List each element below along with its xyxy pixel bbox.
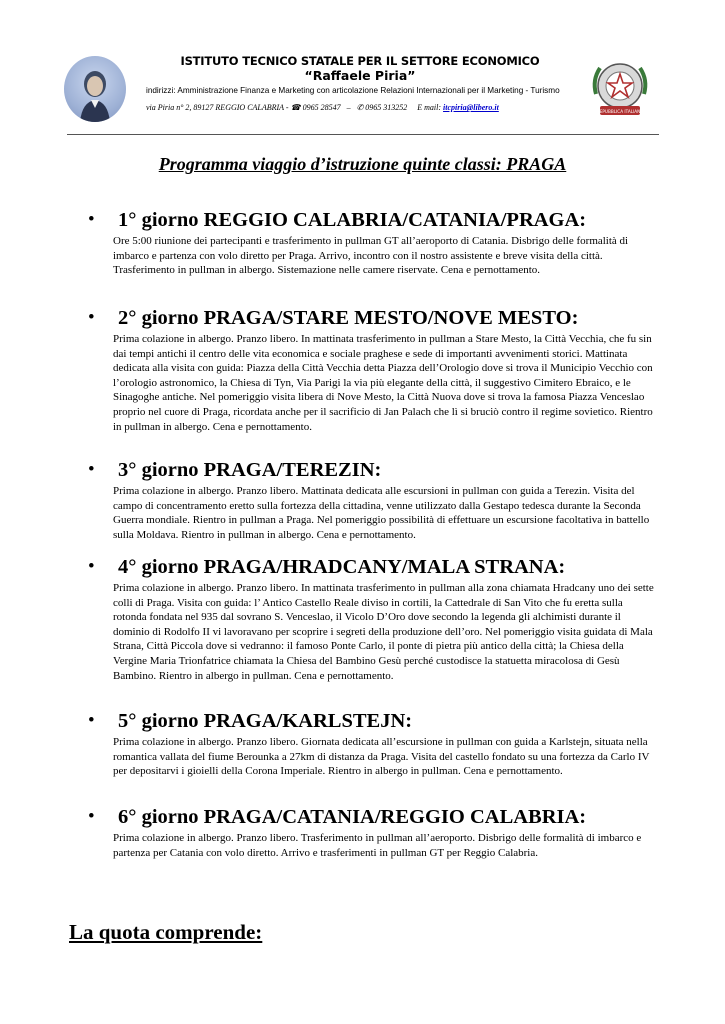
italian-republic-emblem	[586, 54, 654, 122]
quota-heading: La quota comprende:	[69, 920, 263, 944]
bullet-icon: •	[88, 307, 95, 328]
day-4	[88, 555, 668, 683]
day-title: 4° giorno PRAGA/HRADCANY/MALA STRANA:	[118, 556, 566, 578]
day-description: Prima colazione in albergo. Pranzo libero. In mattinata trasferimento in pullman a Stare Mesto, la Città Vecchia, che fu sin dai tempi antichi il centro delle vita economica e sociale praghese e sede di importanti avvenimenti storici. Mattinata dedicata alla visita con guida: Piazza della Città Vecchia detta Piazza dell’Orologio dove si trova il Municipio Vecchio con l’orologio astronomico, la Chiesa di Tyn, Via Parigi la via più elegante della città, il suggestivo Cimitero Ebraico, e le Sinagoghe antiche. Nel pomeriggio visita libera di Nove Mesto, la Città Nuova dove si trova la famosa Piazza Venceslao proprio nel cuore di Praga, ricordata anche per il sacrificio di Jan Palach che lì si bruciò contro il regime sovietico. Rientro in pullman in albergo. Cena e pernottamento.	[113, 333, 653, 433]
day-5	[88, 709, 668, 779]
day-title: 5° giorno PRAGA/KARLSTEJN:	[118, 710, 413, 732]
day-title: 2° giorno PRAGA/STARE MESTO/NOVE MESTO:	[118, 307, 579, 329]
day-title: 3° giorno PRAGA/TEREZIN:	[118, 459, 382, 481]
email-link[interactable]: itcpiria@libero.it	[443, 103, 499, 112]
letterhead	[0, 0, 725, 140]
fax-number: 0965 313252	[365, 103, 408, 112]
street-address: via Piria n° 2, 89127 REGGIO CALABRIA -	[146, 103, 289, 112]
emblem-ribbon: REPUBBLICA ITALIANA	[596, 109, 644, 114]
day-1	[88, 208, 668, 278]
day-2	[88, 306, 668, 434]
day-3	[88, 458, 668, 542]
day-6	[88, 805, 668, 860]
contact-line: via Piria n° 2, 89127 REGGIO CALABRIA - ☎ 0965 28547 – ✆ 0965 313252 E mail: itcpiria@libero.it	[146, 103, 499, 112]
phone-icon: ☎	[290, 103, 301, 112]
bullet-icon: •	[88, 459, 95, 480]
bullet-icon: •	[88, 209, 95, 230]
document-title: Programma viaggio d’istruzione quinte classi: PRAGA	[158, 154, 567, 174]
school-addresses: indirizzi: Amministrazione Finanza e Marketing con articolazione Relazioni Internazionali per il Marketing - Turismo	[146, 86, 560, 95]
day-description: Prima colazione in albergo. Pranzo libero. Giornata dedicata all’escursione in pullman con guida a Karlstejn, situata nella romantica vallata del fiume Berounka a 27km di distanza da Praga. Visita del castello fondato su una fortezza da Carlo IV per depositarvi i gioielli della Corona Imperiale. Rientro in albergo in pullman. Cena e pernottamento.	[113, 736, 650, 778]
institute-name: ISTITUTO TECNICO STATALE PER IL SETTORE ECONOMICO	[180, 54, 540, 68]
founder-portrait	[64, 56, 126, 122]
bullet-icon: •	[88, 806, 95, 827]
header-divider	[67, 134, 659, 135]
phone-number: 0965 28547	[302, 103, 341, 112]
day-title: 6° giorno PRAGA/CATANIA/REGGIO CALABRIA:	[118, 806, 587, 828]
day-description: Prima colazione in albergo. Pranzo libero. In mattinata trasferimento in pullman alla zona chiamata Hradcany uno dei sette colli di Praga. Visita con guida: l’ Antico Castello Reale diviso in cortili, la Cattedrale di San Vito che fu eretta sulla rotonda fondata nel 935 dal sovrano S. Venceslao, il Vicolo D’Oro dove secondo la legenda gli alchimisti durante il dominio di Rodolfo II vi lavoravano per scoprire i segreti della produzione dell’oro. Nel pomeriggio visita guidata di Mala Strana, Città Piccola dove si vedranno: il famoso Ponte Carlo, il ponte di pietra più antico della città; la Chiesa della Vergine Maria Trionfatrice chiamata la Chiesa del Bambino Gesù perché custodisce la statuetta miracolosa di Gesù Bambino. Rientro in albergo in pullman. Cena e pernottamento.	[113, 582, 654, 682]
day-title: 1° giorno REGGIO CALABRIA/CATANIA/PRAGA:	[118, 209, 587, 231]
day-description: Prima colazione in albergo. Pranzo libero. Mattinata dedicata alle escursioni in pullman con guida a Terezin. Visita del campo di concentramento eretto sulla fortezza della cittadina, venne utilizzato dalla Gestapo tedesca durante la Seconda Guerra mondiale. Rientro in pullman a Praga. Nel pomeriggio possibilità di effettuare un escursione facoltativa in battello sulla Moldava. Rientro in pullman in albergo. Cena e pernottamento.	[113, 485, 650, 541]
school-name: “Raffaele Piria”	[304, 68, 416, 83]
fax-icon: ✆	[356, 103, 364, 112]
day-description: Ore 5:00 riunione dei partecipanti e trasferimento in pullman GT all’aeroporto di Catania. Disbrigo delle formalità di imbarco e partenza con volo diretto per Praga. Arrivo, incontro con il nostro assistente e breve visita della città. Trasferimento in pullman in albergo. Sistemazione nelle camere riservate. Cena e pernottamento.	[113, 235, 629, 277]
bullet-icon: •	[88, 556, 95, 577]
bullet-icon: •	[88, 710, 95, 731]
day-description: Prima colazione in albergo. Pranzo libero. Trasferimento in pullman all’aeroporto. Disbrigo delle formalità di imbarco e partenza per Catania con volo diretto. Arrivo e trasferimenti in pullman GT per Reggio Calabria.	[113, 832, 642, 859]
email-label: E mail:	[417, 103, 442, 112]
